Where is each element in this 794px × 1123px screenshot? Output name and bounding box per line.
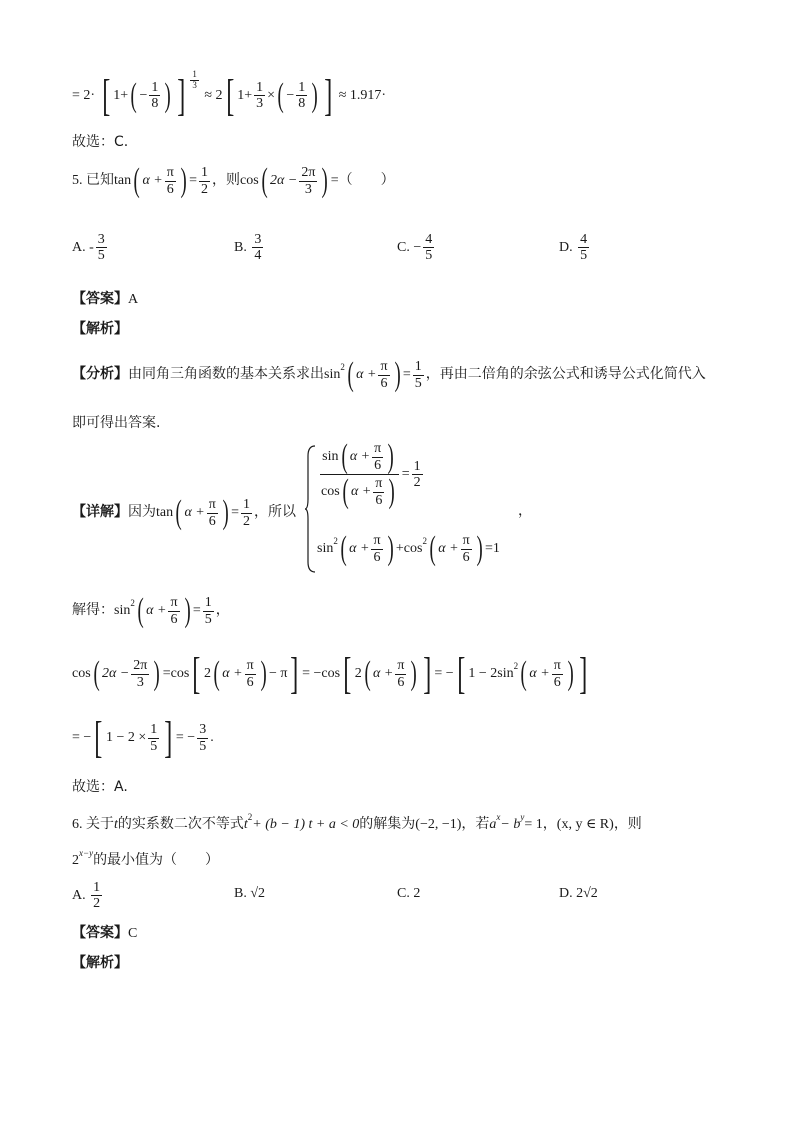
q5-derivation: cos( 2α − $\frac{2\pi}{3}$ ) =cos[ 2( α + $\frac{\pi}{6}$ ) − π] = −cos[ 2( α + $\frac{\pi}{6}$ ) ] = −[ $1 - 2\sin^2$( α + $\frac{\pi}{6}$ ) ] xyxy=(72,649,588,698)
q5-select: 故选：A. xyxy=(72,779,128,795)
q6-option-c[interactable]: C. 2 xyxy=(397,886,421,901)
q6-option-b[interactable]: B. √2 xyxy=(234,886,266,901)
select-c: 故选：C. xyxy=(72,134,129,150)
q6-analysis-tag: 【解析】 xyxy=(72,955,128,971)
system-brace xyxy=(305,444,317,574)
question-6-cont: $2^{x-y}$的最小值为（ ） xyxy=(72,848,220,868)
q5-solve: 解得：$\sin^2$( α + $\frac{\pi}{6}$ ) = $\frac{1}{5}$ ， xyxy=(72,592,230,629)
q5-option-b[interactable]: B. $\frac{3}{4}$ xyxy=(234,232,262,264)
q6-option-d[interactable]: D. 2√2 xyxy=(559,886,598,901)
q5-result: = −[ 1 − 2 × $\frac{1}{5}$ ] = − $\frac{3}{5}$ . xyxy=(72,713,214,762)
q6-answer: 【答案】C xyxy=(72,925,138,941)
system-eq2: $\sin^2$( α + $\frac{\pi}{6}$ ) $+\cos^2$( α + $\frac{\pi}{6}$ ) =1 xyxy=(317,530,500,567)
system-eq1: sin( α + $\frac{\pi}{6}$ ) cos( α + $\frac{\pi}{6}$ ) = $\frac{1}{2}$ xyxy=(321,438,421,510)
equation-approximation: = 2· [ 1+( − $\frac{1}{8}$ ) ] $\frac{1}{3}$ ≈ 2[ 1+ $\frac{1}{3}$ ×( − $\frac{1}{8}$ ) ] ≈ 1.917· xyxy=(72,69,387,120)
q5-option-a[interactable]: A. - $\frac{3}{5}$ xyxy=(72,232,105,264)
question-5: 5. 已知tan( α + $\frac{\pi}{6}$ ) = $\frac{1}{2}$ ，则cos( 2α − $\frac{2\pi}{3}$ ) =（ ） xyxy=(72,162,395,199)
q5-fenxi-cont: 即可得出答案. xyxy=(72,415,161,431)
q5-analysis-tag: 【解析】 xyxy=(72,321,128,337)
q5-option-d[interactable]: D. $\frac{4}{5}$ xyxy=(559,232,588,264)
question-6: 6. 关于t的实系数二次不等式$t^2+ (b - 1) t + a < 0$的解集为(−2, −1)，若$a^x- b^y= 1$，(x, y ∈ R)，则 xyxy=(72,812,642,832)
q5-fenxi: 【分析】由同角三角函数的基本关系求出$\sin^2$( α + $\frac{\pi}{6}$ ) = $\frac{1}{5}$ ，再由二倍角的余弦公式和诱导公式化简代入 xyxy=(72,356,706,393)
q6-option-a[interactable]: A. $\frac{1}{2}$ xyxy=(72,880,101,912)
q5-option-c[interactable]: C. − $\frac{4}{5}$ xyxy=(397,232,433,264)
q5-answer: 【答案】A xyxy=(72,291,139,307)
